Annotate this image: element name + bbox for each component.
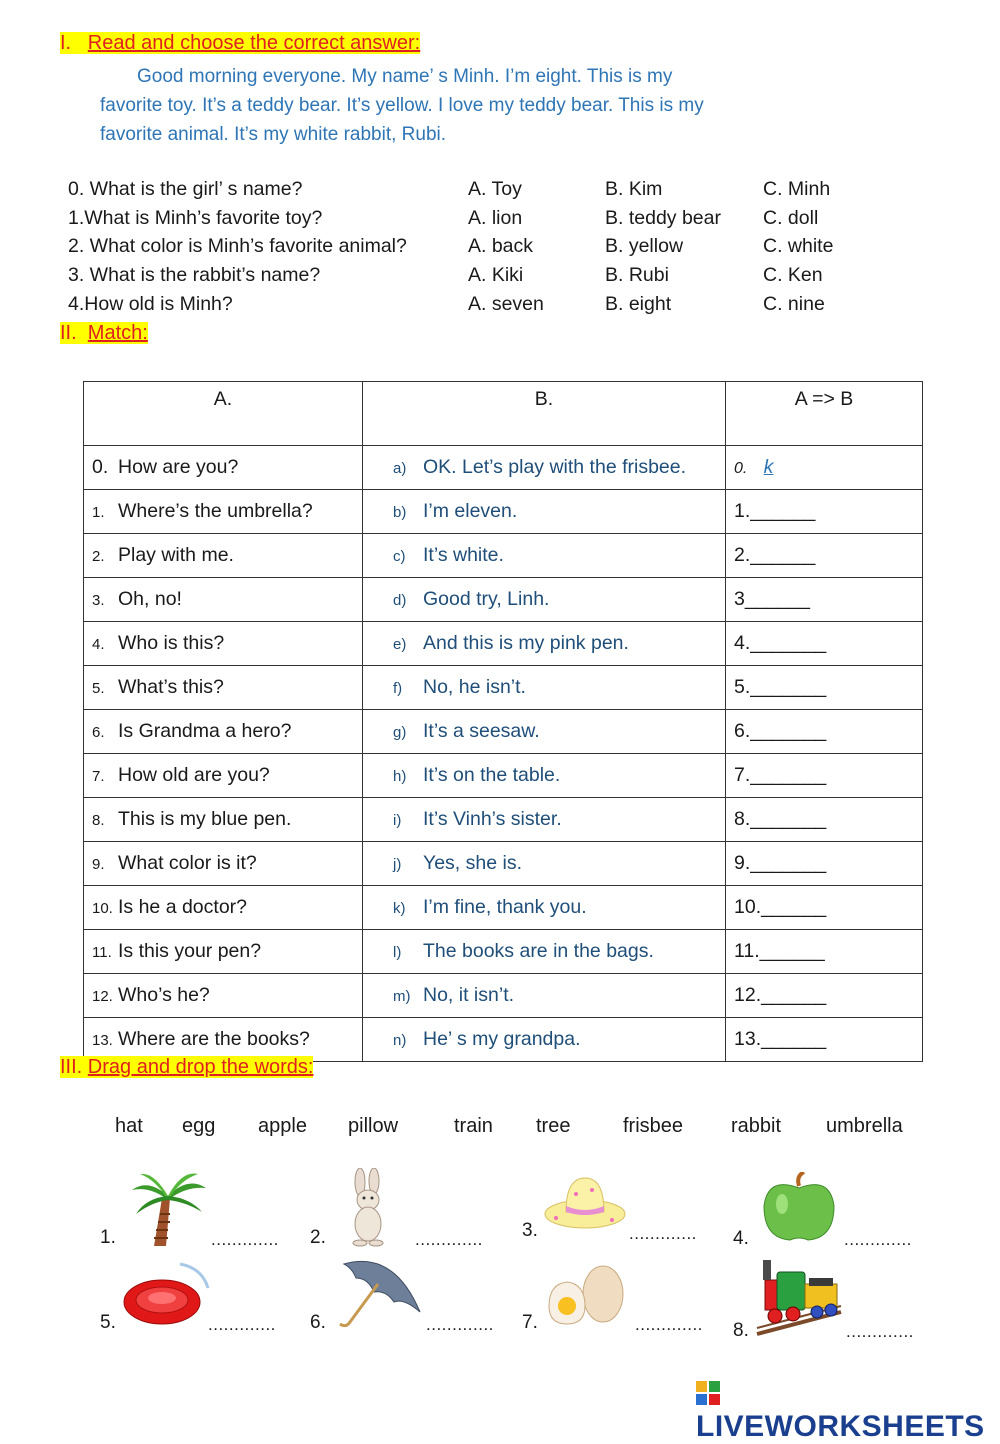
frisbee-icon — [120, 1258, 212, 1330]
response-cell — [363, 930, 726, 974]
response-cell — [363, 622, 726, 666]
answer-blank[interactable]: 8._______ — [726, 798, 923, 842]
item-number: 3. — [522, 1220, 538, 1241]
question-text: 2. What color is Minh’s favorite animal? — [68, 235, 407, 257]
option-a[interactable]: A. back — [468, 235, 534, 257]
answer-blank[interactable]: 2.______ — [726, 534, 923, 578]
section-1-heading — [60, 32, 420, 55]
prompt-cell — [84, 930, 363, 974]
answer-blank[interactable]: 10.______ — [726, 886, 923, 930]
response-text: He’ s my grandpa. — [423, 1028, 581, 1050]
response-cell — [363, 754, 726, 798]
liveworksheets-logo — [696, 1376, 1000, 1444]
response-text: It’s Vinh’s sister. — [423, 808, 562, 830]
drop-target[interactable]: ............. — [415, 1230, 483, 1249]
response-cell — [363, 1018, 726, 1062]
response-text: Good try, Linh. — [423, 588, 550, 610]
option-a[interactable]: A. seven — [468, 293, 544, 315]
table-row — [84, 754, 923, 798]
rabbit-icon — [338, 1168, 398, 1248]
table-row — [84, 490, 923, 534]
prompt-number: 8. — [92, 812, 105, 829]
matching-table — [83, 381, 923, 1062]
drop-target[interactable]: ............. — [208, 1315, 276, 1334]
table-row — [84, 622, 923, 666]
table-row — [84, 974, 923, 1018]
option-a[interactable]: A. Kiki — [468, 264, 524, 286]
prompt-text: Oh, no! — [118, 588, 182, 610]
answer-blank[interactable]: 6._______ — [726, 710, 923, 754]
response-text: No, it isn’t. — [423, 984, 515, 1006]
answer-number: 0. — [734, 460, 748, 477]
column-header-a: A. — [84, 382, 363, 446]
prompt-cell — [84, 534, 363, 578]
response-text: Yes, she is. — [423, 852, 523, 874]
response-letter: h) — [393, 768, 407, 785]
apple-icon — [760, 1172, 838, 1244]
logo-mark-icon — [696, 1379, 720, 1403]
answer-blank[interactable]: 5._______ — [726, 666, 923, 710]
drop-target[interactable]: ............. — [846, 1322, 914, 1341]
prompt-text: Play with me. — [118, 544, 234, 566]
prompt-text: How old are you? — [118, 764, 270, 786]
option-b[interactable]: B. teddy bear — [605, 207, 721, 229]
section-3-heading — [60, 1056, 313, 1079]
response-letter: e) — [393, 636, 407, 653]
response-cell — [363, 578, 726, 622]
prompt-number: 3. — [92, 592, 105, 609]
table-row — [84, 578, 923, 622]
table-row — [84, 534, 923, 578]
prompt-text: What’s this? — [118, 676, 224, 698]
item-number: 6. — [310, 1312, 326, 1333]
answer-blank[interactable]: 3______ — [726, 578, 923, 622]
prompt-number: 1. — [92, 504, 105, 521]
prompt-text: What color is it? — [118, 852, 257, 874]
prompt-cell — [84, 666, 363, 710]
table-row — [84, 1018, 923, 1062]
prompt-cell — [84, 1018, 363, 1062]
option-c[interactable]: C. doll — [763, 207, 819, 229]
drop-target[interactable]: ............. — [426, 1315, 494, 1334]
column-header-b: B. — [363, 382, 726, 446]
response-letter: b) — [393, 504, 407, 521]
answer-blank[interactable]: 7._______ — [726, 754, 923, 798]
answer-blank[interactable]: 12.______ — [726, 974, 923, 1018]
option-a[interactable]: A. Toy — [468, 178, 522, 200]
table-row — [84, 842, 923, 886]
response-cell — [363, 886, 726, 930]
prompt-number: 13. — [92, 1032, 113, 1049]
example-answer: k — [763, 456, 774, 478]
reading-passage — [100, 62, 820, 149]
prompt-number: 0. — [92, 456, 109, 478]
prompt-number: 11. — [92, 944, 112, 961]
table-row — [84, 710, 923, 754]
section-2-heading — [60, 322, 148, 345]
passage-line: favorite toy. It’s a teddy bear. It’s yellow. I love my teddy bear. This is my — [100, 95, 704, 116]
draggable-word[interactable]: egg — [182, 1115, 216, 1137]
train-icon — [755, 1256, 843, 1338]
response-letter: j) — [393, 856, 402, 873]
option-c[interactable]: C. Ken — [763, 264, 823, 286]
answer-blank[interactable]: 1.______ — [726, 490, 923, 534]
prompt-text: Who is this? — [118, 632, 225, 654]
response-cell — [363, 446, 726, 490]
option-c[interactable]: C. nine — [763, 293, 825, 315]
response-letter: m) — [393, 988, 411, 1005]
item-number: 7. — [522, 1312, 538, 1333]
prompt-number: 4. — [92, 636, 105, 653]
hat-icon — [542, 1172, 628, 1234]
section-1-title: Read and choose the correct answer: — [87, 32, 421, 54]
option-b[interactable]: B. Kim — [605, 178, 663, 200]
drop-target[interactable]: ............. — [844, 1230, 912, 1249]
option-c[interactable]: C. white — [763, 235, 834, 257]
item-number: 2. — [310, 1227, 326, 1248]
response-cell — [363, 666, 726, 710]
answer-blank[interactable]: 11.______ — [726, 930, 923, 974]
option-b[interactable]: B. eight — [605, 293, 672, 315]
option-b[interactable]: B. yellow — [605, 235, 684, 257]
drop-target[interactable]: ............. — [211, 1230, 279, 1249]
draggable-word[interactable]: frisbee — [623, 1115, 684, 1137]
response-text: I’m eleven. — [423, 500, 518, 522]
response-letter: f) — [393, 680, 403, 697]
drop-target[interactable]: ............. — [629, 1224, 697, 1243]
response-letter: a) — [393, 460, 407, 477]
prompt-text: Who’s he? — [118, 984, 210, 1006]
prompt-number: 5. — [92, 680, 105, 697]
response-letter: n) — [393, 1032, 407, 1049]
response-cell — [363, 534, 726, 578]
table-row — [84, 666, 923, 710]
question-text: 0. What is the girl’ s name? — [68, 178, 303, 200]
prompt-text: Where’s the umbrella? — [118, 500, 313, 522]
answer-blank[interactable]: 9._______ — [726, 842, 923, 886]
response-letter: d) — [393, 592, 407, 609]
prompt-cell — [84, 886, 363, 930]
response-cell — [363, 974, 726, 1018]
section-3-title: Drag and drop the words: — [87, 1056, 314, 1078]
response-cell — [363, 490, 726, 534]
egg-icon — [545, 1256, 627, 1328]
item-number: 4. — [733, 1228, 749, 1249]
palm-tree-icon — [128, 1168, 208, 1248]
response-text: I’m fine, thank you. — [423, 896, 587, 918]
option-a[interactable]: A. lion — [468, 207, 523, 229]
prompt-cell — [84, 754, 363, 798]
table-row — [84, 886, 923, 930]
umbrella-icon — [334, 1254, 424, 1332]
draggable-word[interactable]: tree — [536, 1115, 571, 1137]
passage-line: favorite animal. It’s my white rabbit, Rubi. — [100, 124, 447, 145]
section-2-number: II. — [60, 322, 77, 344]
logo-text: LIVEWORKSHEETS — [696, 1410, 985, 1443]
draggable-word[interactable]: rabbit — [731, 1115, 782, 1137]
prompt-cell — [84, 842, 363, 886]
answer-blank[interactable]: 13.______ — [726, 1018, 923, 1062]
response-letter: k) — [393, 900, 406, 917]
item-number: 5. — [100, 1312, 116, 1333]
item-number: 8. — [733, 1320, 749, 1341]
option-b[interactable]: B. Rubi — [605, 264, 669, 286]
section-3-number: III. — [60, 1056, 83, 1078]
prompt-cell — [84, 622, 363, 666]
response-letter: c) — [393, 548, 406, 565]
option-c[interactable]: C. Minh — [763, 178, 831, 200]
question-text: 1.What is Minh’s favorite toy? — [68, 207, 323, 229]
prompt-text: Is he a doctor? — [118, 896, 247, 918]
response-letter: g) — [393, 724, 407, 741]
prompt-text: Is Grandma a hero? — [118, 720, 292, 742]
response-text: No, he isn’t. — [423, 676, 526, 698]
response-text: OK. Let’s play with the frisbee. — [423, 456, 687, 478]
prompt-number: 12. — [92, 988, 113, 1005]
item-number: 1. — [100, 1227, 116, 1248]
draggable-word[interactable]: umbrella — [826, 1115, 903, 1137]
table-row — [84, 798, 923, 842]
prompt-cell — [84, 446, 363, 490]
response-cell — [363, 842, 726, 886]
column-header-answer: A => B — [726, 382, 923, 446]
answer-cell — [726, 446, 923, 490]
response-text: The books are in the bags. — [423, 940, 654, 962]
prompt-text: This is my blue pen. — [118, 808, 292, 830]
prompt-cell — [84, 974, 363, 1018]
passage-line: Good morning everyone. My name’ s Minh. I’m eight. This is my — [137, 66, 673, 87]
prompt-number: 6. — [92, 724, 105, 741]
prompt-number: 2. — [92, 548, 105, 565]
drop-target[interactable]: ............. — [635, 1315, 703, 1334]
prompt-number: 7. — [92, 768, 105, 785]
prompt-text: How are you? — [118, 456, 239, 478]
response-cell — [363, 710, 726, 754]
response-text: It’s a seesaw. — [423, 720, 540, 742]
prompt-number: 9. — [92, 856, 105, 873]
response-text: And this is my pink pen. — [423, 632, 629, 654]
draggable-word[interactable]: hat — [115, 1115, 143, 1137]
table-row — [84, 446, 923, 490]
prompt-number: 10. — [92, 900, 113, 917]
prompt-cell — [84, 798, 363, 842]
question-text: 3. What is the rabbit’s name? — [68, 264, 321, 286]
response-letter: l) — [393, 944, 402, 961]
prompt-cell — [84, 578, 363, 622]
answer-blank[interactable]: 4._______ — [726, 622, 923, 666]
table-row — [84, 930, 923, 974]
response-text: It’s on the table. — [423, 764, 561, 786]
draggable-word[interactable]: train — [454, 1115, 493, 1137]
prompt-cell — [84, 710, 363, 754]
draggable-word[interactable]: apple — [258, 1115, 307, 1137]
response-cell — [363, 798, 726, 842]
section-2-title: Match: — [87, 322, 148, 344]
section-1-number: I. — [60, 32, 72, 54]
prompt-cell — [84, 490, 363, 534]
response-letter: i) — [393, 812, 402, 829]
question-text: 4.How old is Minh? — [68, 293, 233, 315]
draggable-word[interactable]: pillow — [348, 1115, 399, 1137]
prompt-text: Where are the books? — [118, 1028, 310, 1050]
prompt-text: Is this your pen? — [118, 940, 262, 962]
response-text: It’s white. — [423, 544, 504, 566]
table-header-row — [84, 382, 923, 446]
